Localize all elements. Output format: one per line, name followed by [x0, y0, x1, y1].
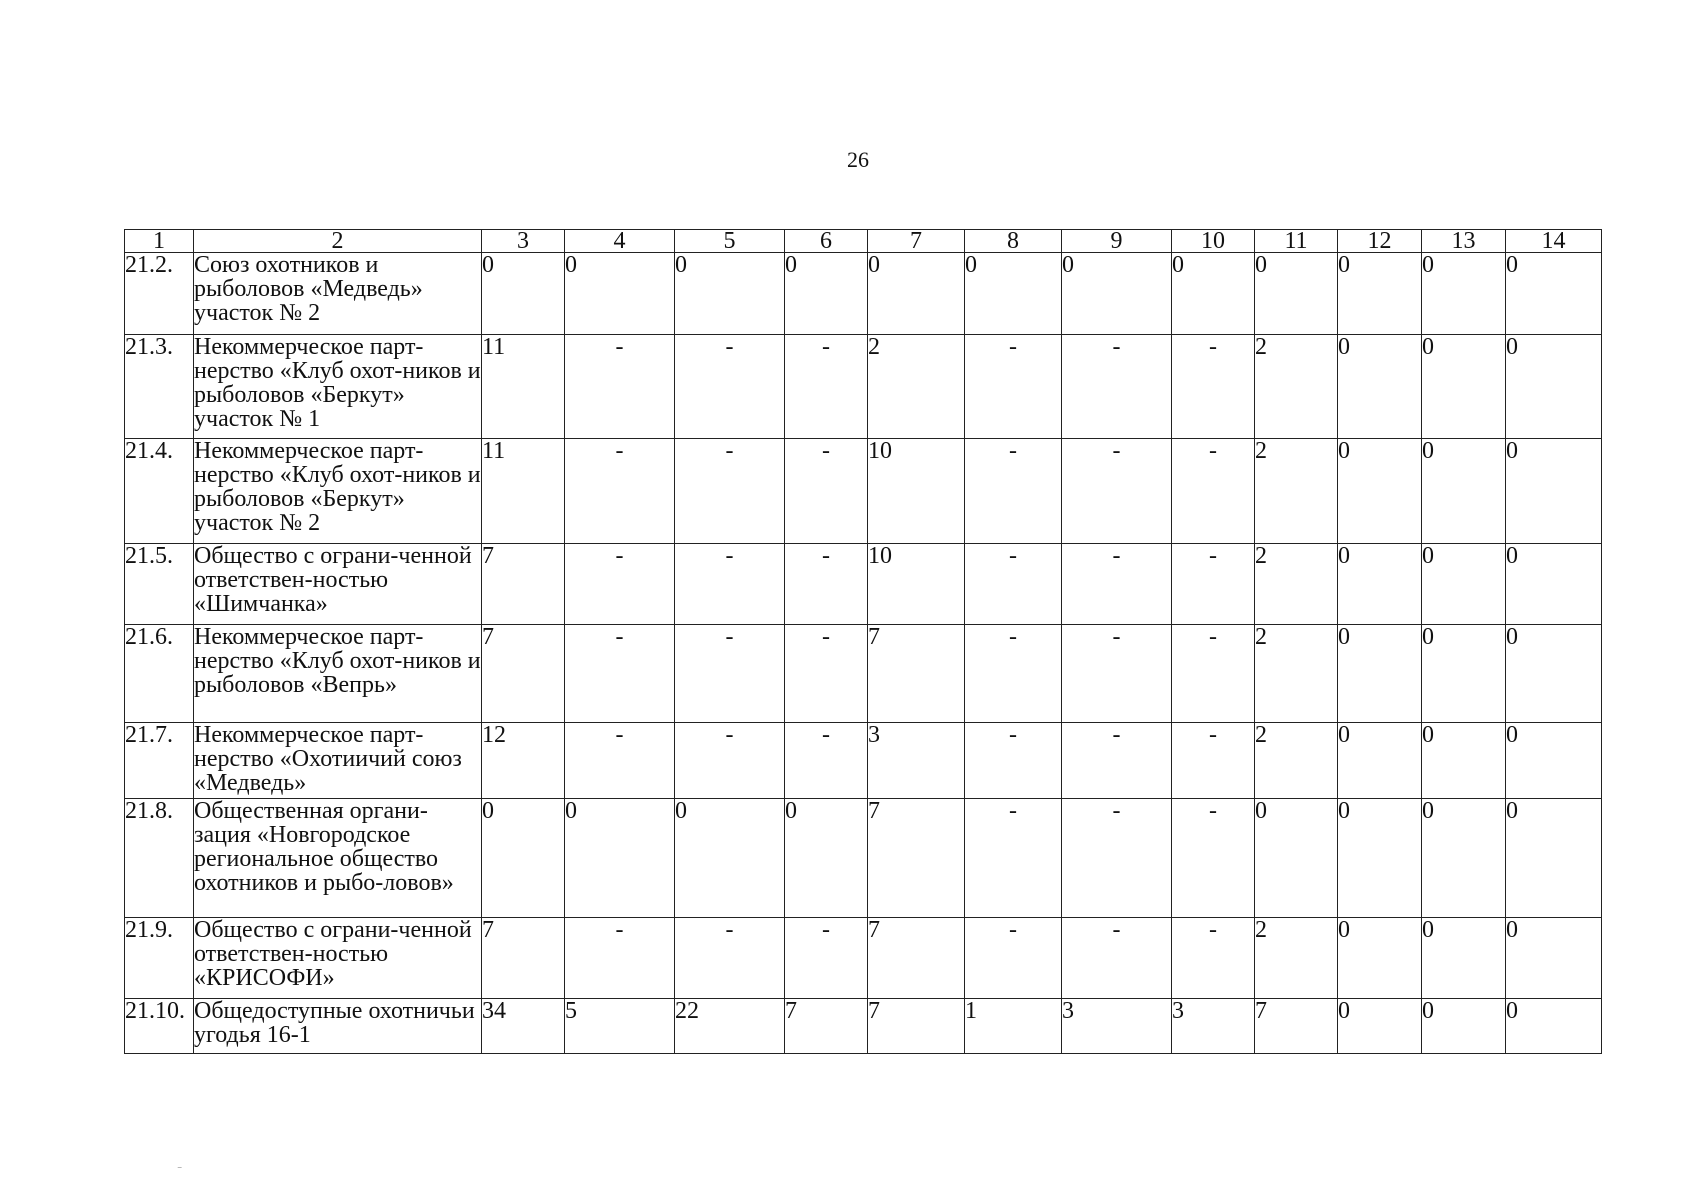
- value-cell-col-12: 0: [1338, 723, 1422, 799]
- value-cell-col-3: 11: [482, 335, 565, 439]
- value-cell-col-7: 10: [868, 544, 965, 625]
- organization-name: Некоммерческое парт-нерство «Клуб охот-ников и рыболовов «Беркут» участок № 1: [194, 335, 482, 439]
- table-row: [125, 799, 1602, 918]
- value-cell-col-4: 0: [565, 253, 675, 335]
- organization-name: Общественная органи-зация «Новгородское региональное общество охотников и рыбо-ловов»: [194, 799, 482, 918]
- value-cell-col-14: 0: [1506, 253, 1602, 335]
- value-cell-col-6: -: [785, 625, 868, 723]
- value-cell-col-11: 0: [1255, 253, 1338, 335]
- value-cell-col-12: 0: [1338, 918, 1422, 999]
- value-cell-col-7: 7: [868, 918, 965, 999]
- value-cell-col-11: 2: [1255, 625, 1338, 723]
- value-cell-col-13: 0: [1422, 544, 1506, 625]
- value-cell-col-9: -: [1062, 335, 1172, 439]
- value-cell-col-13: 0: [1422, 799, 1506, 918]
- value-cell-col-5: -: [675, 723, 785, 799]
- value-cell-col-7: 7: [868, 999, 965, 1054]
- value-cell-col-11: 7: [1255, 999, 1338, 1054]
- value-cell-col-3: 0: [482, 799, 565, 918]
- value-cell-col-13: 0: [1422, 253, 1506, 335]
- column-number-6: 6: [785, 230, 868, 253]
- row-number: 21.6.: [125, 625, 194, 723]
- value-cell-col-8: -: [965, 544, 1062, 625]
- value-cell-col-4: -: [565, 723, 675, 799]
- value-cell-col-12: 0: [1338, 335, 1422, 439]
- row-number: 21.9.: [125, 918, 194, 999]
- value-cell-col-6: -: [785, 723, 868, 799]
- value-cell-col-7: 7: [868, 625, 965, 723]
- column-number-9: 9: [1062, 230, 1172, 253]
- value-cell-col-14: 0: [1506, 625, 1602, 723]
- value-cell-col-11: 2: [1255, 544, 1338, 625]
- value-cell-col-4: -: [565, 625, 675, 723]
- value-cell-col-4: -: [565, 335, 675, 439]
- value-cell-col-9: 3: [1062, 999, 1172, 1054]
- value-cell-col-8: -: [965, 799, 1062, 918]
- value-cell-col-3: 34: [482, 999, 565, 1054]
- organization-name: Общество с ограни-ченной ответствен-ностью «Шимчанка»: [194, 544, 482, 625]
- value-cell-col-12: 0: [1338, 253, 1422, 335]
- value-cell-col-10: 0: [1172, 253, 1255, 335]
- value-cell-col-5: 22: [675, 999, 785, 1054]
- column-number-14: 14: [1506, 230, 1602, 253]
- value-cell-col-5: -: [675, 544, 785, 625]
- value-cell-col-6: 0: [785, 253, 868, 335]
- value-cell-col-9: -: [1062, 918, 1172, 999]
- column-number-3: 3: [482, 230, 565, 253]
- column-number-7: 7: [868, 230, 965, 253]
- value-cell-col-10: -: [1172, 799, 1255, 918]
- value-cell-col-14: 0: [1506, 335, 1602, 439]
- value-cell-col-10: -: [1172, 544, 1255, 625]
- value-cell-col-3: 7: [482, 918, 565, 999]
- organization-name: Общедоступные охотничьи угодья 16-1: [194, 999, 482, 1054]
- column-number-2: 2: [194, 230, 482, 253]
- value-cell-col-8: -: [965, 625, 1062, 723]
- column-number-8: 8: [965, 230, 1062, 253]
- value-cell-col-7: 3: [868, 723, 965, 799]
- value-cell-col-9: -: [1062, 723, 1172, 799]
- value-cell-col-5: 0: [675, 799, 785, 918]
- value-cell-col-4: -: [565, 918, 675, 999]
- value-cell-col-6: -: [785, 335, 868, 439]
- value-cell-col-10: -: [1172, 918, 1255, 999]
- value-cell-col-9: -: [1062, 799, 1172, 918]
- value-cell-col-5: -: [675, 335, 785, 439]
- value-cell-col-8: -: [965, 335, 1062, 439]
- value-cell-col-8: -: [965, 918, 1062, 999]
- value-cell-col-13: 0: [1422, 335, 1506, 439]
- value-cell-col-8: 1: [965, 999, 1062, 1054]
- row-number: 21.3.: [125, 335, 194, 439]
- value-cell-col-8: 0: [965, 253, 1062, 335]
- table-row: [125, 723, 1602, 799]
- value-cell-col-11: 0: [1255, 799, 1338, 918]
- value-cell-col-4: -: [565, 439, 675, 544]
- value-cell-col-11: 2: [1255, 335, 1338, 439]
- value-cell-col-13: 0: [1422, 723, 1506, 799]
- table-row: [125, 335, 1602, 439]
- column-number-10: 10: [1172, 230, 1255, 253]
- column-number-1: 1: [125, 230, 194, 253]
- column-number-5: 5: [675, 230, 785, 253]
- table-row: [125, 999, 1602, 1054]
- value-cell-col-6: 7: [785, 999, 868, 1054]
- value-cell-col-9: -: [1062, 439, 1172, 544]
- value-cell-col-14: 0: [1506, 544, 1602, 625]
- data-table: [124, 229, 1602, 1054]
- row-number: 21.8.: [125, 799, 194, 918]
- value-cell-col-4: 0: [565, 799, 675, 918]
- value-cell-col-12: 0: [1338, 799, 1422, 918]
- value-cell-col-13: 0: [1422, 999, 1506, 1054]
- value-cell-col-9: -: [1062, 544, 1172, 625]
- value-cell-col-8: -: [965, 723, 1062, 799]
- row-number: 21.7.: [125, 723, 194, 799]
- row-number: 21.10.: [125, 999, 194, 1054]
- value-cell-col-3: 11: [482, 439, 565, 544]
- value-cell-col-5: -: [675, 918, 785, 999]
- value-cell-col-6: -: [785, 544, 868, 625]
- value-cell-col-7: 7: [868, 799, 965, 918]
- value-cell-col-3: 12: [482, 723, 565, 799]
- organization-name: Союз охотников и рыболовов «Медведь» участок № 2: [194, 253, 482, 335]
- value-cell-col-10: -: [1172, 723, 1255, 799]
- table-row: [125, 544, 1602, 625]
- value-cell-col-3: 7: [482, 625, 565, 723]
- value-cell-col-5: -: [675, 625, 785, 723]
- scan-mark: ‾: [178, 1168, 182, 1179]
- table-row: [125, 918, 1602, 999]
- value-cell-col-9: -: [1062, 625, 1172, 723]
- organization-name: Некоммерческое парт-нерство «Охотиичий союз «Медведь»: [194, 723, 482, 799]
- value-cell-col-11: 2: [1255, 918, 1338, 999]
- value-cell-col-10: 3: [1172, 999, 1255, 1054]
- value-cell-col-5: 0: [675, 253, 785, 335]
- table-row: [125, 625, 1602, 723]
- value-cell-col-7: 10: [868, 439, 965, 544]
- value-cell-col-5: -: [675, 439, 785, 544]
- value-cell-col-6: 0: [785, 799, 868, 918]
- table-row: [125, 439, 1602, 544]
- row-number: 21.2.: [125, 253, 194, 335]
- column-number-13: 13: [1422, 230, 1506, 253]
- row-number: 21.5.: [125, 544, 194, 625]
- value-cell-col-3: 0: [482, 253, 565, 335]
- organization-name: Общество с ограни-ченной ответствен-ностью «КРИСОФИ»: [194, 918, 482, 999]
- row-number: 21.4.: [125, 439, 194, 544]
- value-cell-col-12: 0: [1338, 439, 1422, 544]
- value-cell-col-13: 0: [1422, 918, 1506, 999]
- page-number: 26: [847, 147, 869, 172]
- value-cell-col-14: 0: [1506, 439, 1602, 544]
- value-cell-col-4: 5: [565, 999, 675, 1054]
- value-cell-col-10: -: [1172, 625, 1255, 723]
- value-cell-col-6: -: [785, 439, 868, 544]
- value-cell-col-7: 0: [868, 253, 965, 335]
- column-number-4: 4: [565, 230, 675, 253]
- value-cell-col-3: 7: [482, 544, 565, 625]
- column-number-12: 12: [1338, 230, 1422, 253]
- value-cell-col-11: 2: [1255, 439, 1338, 544]
- value-cell-col-8: -: [965, 439, 1062, 544]
- value-cell-col-9: 0: [1062, 253, 1172, 335]
- value-cell-col-12: 0: [1338, 999, 1422, 1054]
- value-cell-col-14: 0: [1506, 999, 1602, 1054]
- value-cell-col-11: 2: [1255, 723, 1338, 799]
- table-row: [125, 253, 1602, 335]
- column-number-11: 11: [1255, 230, 1338, 253]
- value-cell-col-14: 0: [1506, 918, 1602, 999]
- value-cell-col-10: -: [1172, 439, 1255, 544]
- column-number-row: [125, 230, 1602, 253]
- value-cell-col-13: 0: [1422, 625, 1506, 723]
- organization-name: Некоммерческое парт-нерство «Клуб охот-ников и рыболовов «Беркут» участок № 2: [194, 439, 482, 544]
- value-cell-col-14: 0: [1506, 723, 1602, 799]
- value-cell-col-4: -: [565, 544, 675, 625]
- value-cell-col-6: -: [785, 918, 868, 999]
- value-cell-col-12: 0: [1338, 544, 1422, 625]
- value-cell-col-13: 0: [1422, 439, 1506, 544]
- value-cell-col-10: -: [1172, 335, 1255, 439]
- value-cell-col-7: 2: [868, 335, 965, 439]
- organization-name: Некоммерческое парт-нерство «Клуб охот-ников и рыболовов «Вепрь»: [194, 625, 482, 723]
- value-cell-col-14: 0: [1506, 799, 1602, 918]
- value-cell-col-12: 0: [1338, 625, 1422, 723]
